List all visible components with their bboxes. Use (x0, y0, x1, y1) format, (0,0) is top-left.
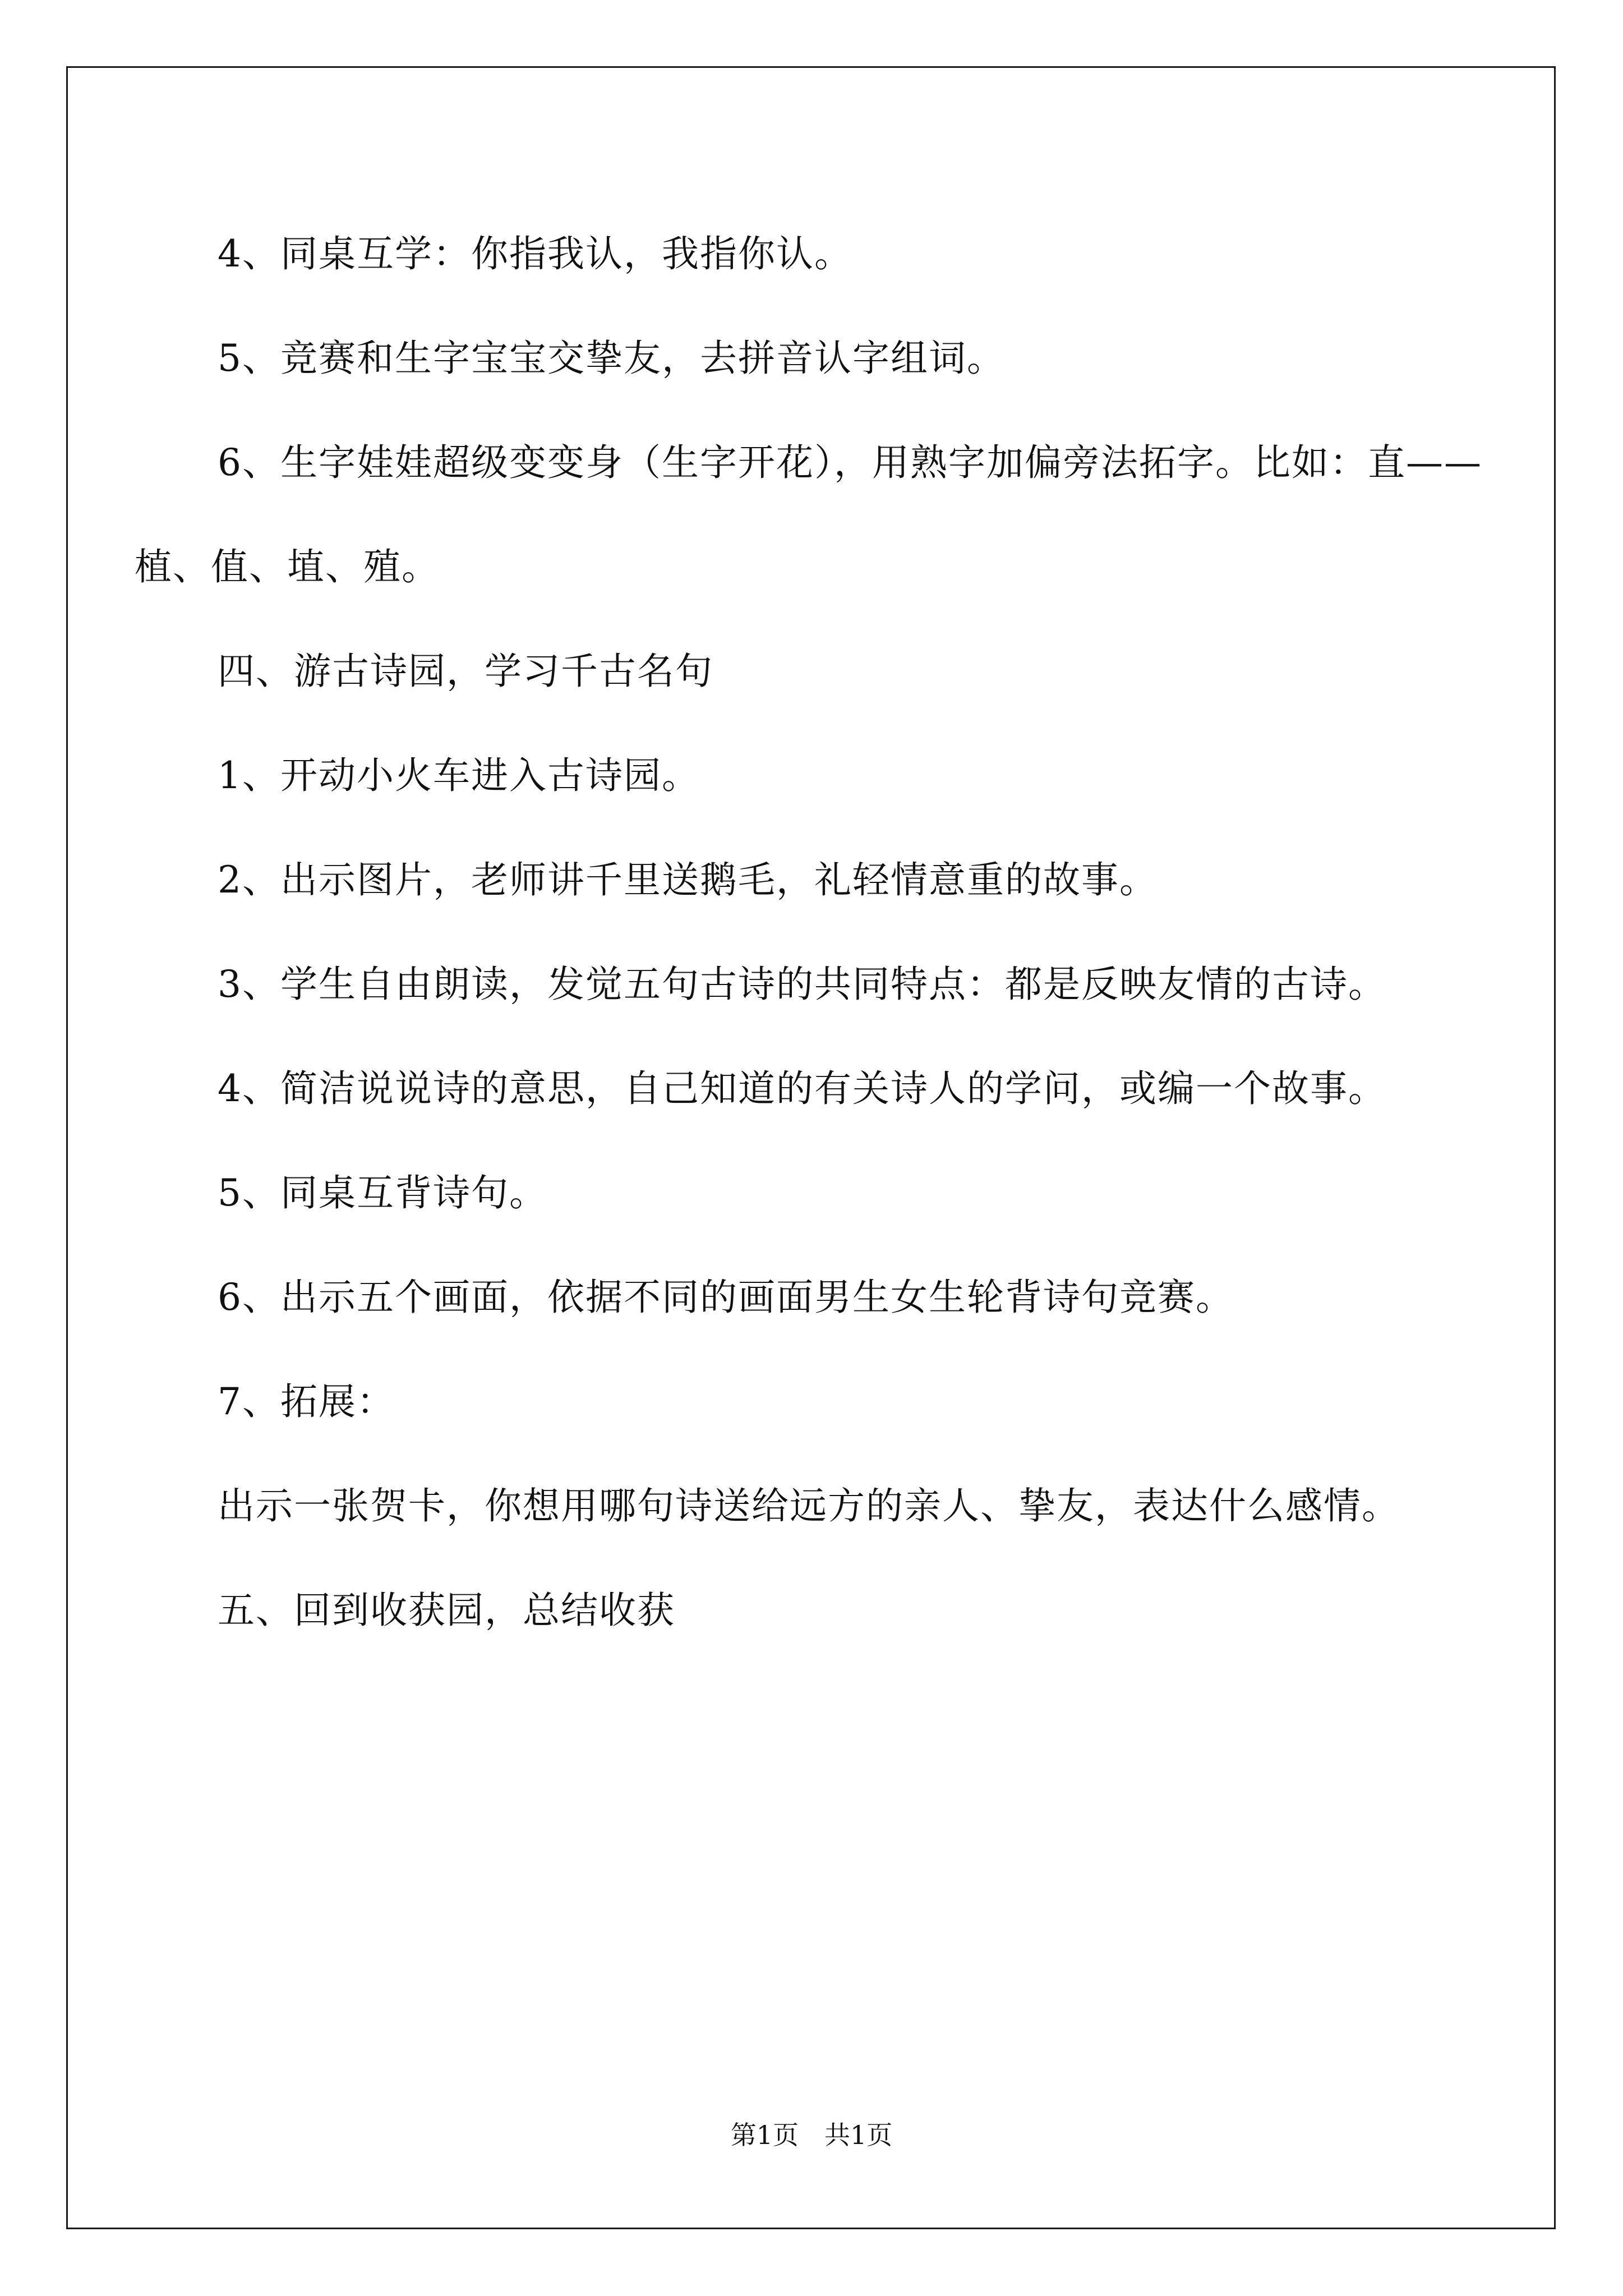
paragraph: 4、简洁说说诗的意思，自己知道的有关诗人的学问，或编一个故事。 (218, 1067, 1386, 1110)
paragraph: 4、同桌互学：你指我认，我指你认。 (218, 232, 852, 275)
paragraph: 1、开动小火车进入古诗园。 (218, 754, 700, 797)
document-body (135, 202, 1503, 1663)
paragraph: 7、拓展： (218, 1380, 395, 1423)
paragraph: 2、出示图片，老师讲千里送鹅毛，礼轻情意重的故事。 (218, 858, 1158, 901)
paragraph: 出示一张贺卡，你想用哪句诗送给远方的亲人、挚友，表达什么感情。 (218, 1484, 1400, 1527)
section-heading: 四、游古诗园，学习千古名句 (218, 650, 713, 693)
paragraph: 6、出示五个画面，依据不同的画面男生女生轮背诗句竞赛。 (218, 1276, 1234, 1319)
section-heading: 五、回到收获园，总结收获 (218, 1589, 675, 1632)
paragraph: 5、同桌互背诗句。 (218, 1171, 547, 1214)
paragraph: 5、竞赛和生字宝宝交挚友，去拼音认字组词。 (218, 337, 1005, 380)
paragraph: 3、学生自由朗读，发觉五句古诗的共同特点：都是反映友情的古诗。 (218, 963, 1386, 1006)
page-number-footer: 第1页 共1页 (730, 2120, 893, 2150)
paragraph: 6、生字娃娃超级变变身（生字开花），用熟字加偏旁法拓字。比如：直——植、值、埴、殖。 (135, 441, 1482, 588)
